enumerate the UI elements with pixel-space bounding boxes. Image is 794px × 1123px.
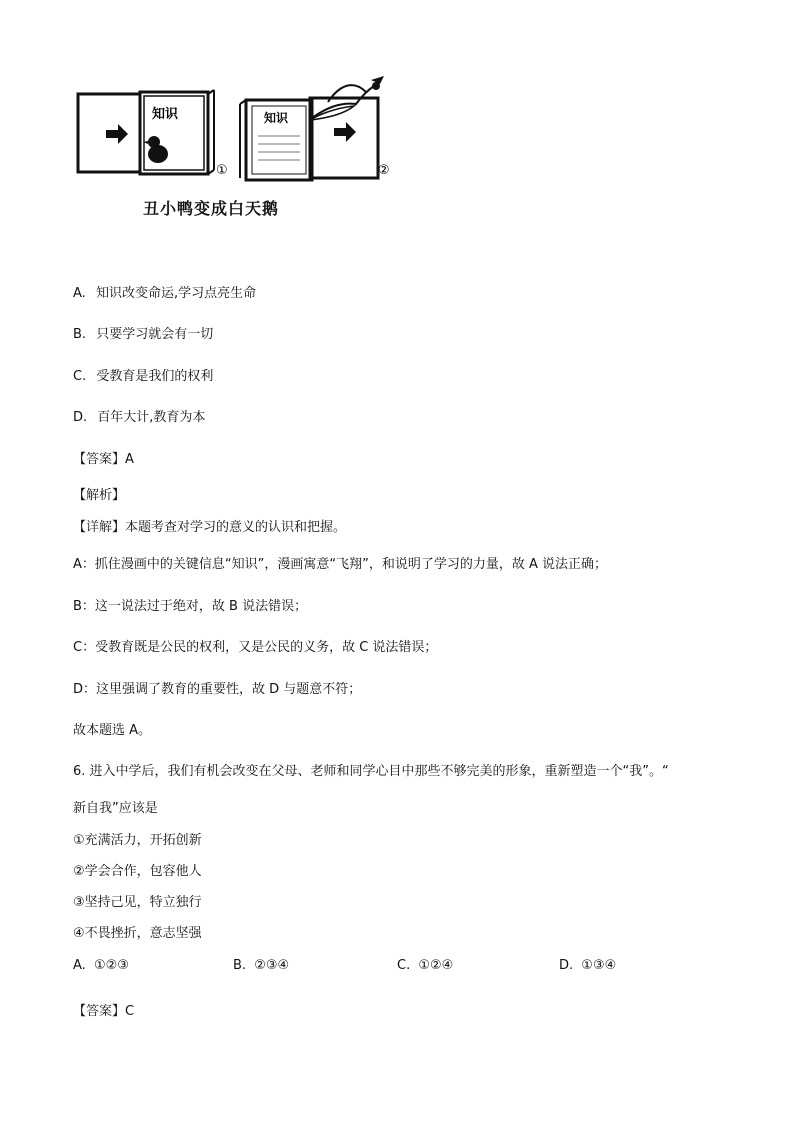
q6-statement: ②学会合作，包容他人: [73, 864, 202, 879]
q6-stem-line-2: 新自我”应该是: [73, 801, 158, 816]
panel-marker-1: ①: [216, 163, 228, 178]
q6-option-a: [73, 958, 129, 973]
panel-marker-2: ②: [378, 163, 390, 178]
option-text: ②③④: [254, 958, 290, 973]
option-letter: D.: [73, 410, 88, 425]
cartoon-caption: 丑小鸭变成白天鹅: [143, 199, 280, 218]
q6-option-d: [559, 958, 616, 973]
explanation-line: B：这一说法过于绝对，故 B 说法错误；: [73, 599, 308, 614]
option-letter: A.: [73, 958, 86, 973]
detail-intro: 本题考查对学习的意义的认识和把握。: [125, 520, 347, 535]
option-text: 百年大计,教育为本: [97, 410, 206, 425]
detail-tag: 【详解】: [73, 520, 126, 535]
q5-detail: [73, 516, 346, 535]
option-text: ①②④: [418, 958, 454, 973]
q6-statement: ③坚持己见，特立独行: [73, 895, 202, 910]
q5-option-d: [73, 406, 205, 425]
q5-analysis-tag: 【解析】: [73, 488, 126, 503]
q6-option-b: [233, 958, 289, 973]
q5-answer: [73, 448, 134, 467]
explanation-line: D：这里强调了教育的重要性，故 D 与题意不符；: [73, 682, 362, 697]
book-label-2: 知识: [264, 111, 289, 125]
option-letter: A.: [73, 286, 86, 301]
explanation-line: C：受教育既是公民的权利，又是公民的义务，故 C 说法错误；: [73, 640, 438, 655]
arrow-right-icon: [106, 124, 128, 144]
book-label-1: 知识: [152, 107, 179, 122]
answer-value: C: [125, 1004, 135, 1019]
cartoon-panel-1: [78, 90, 228, 178]
option-letter: D.: [559, 958, 574, 973]
q5-option-b: [73, 323, 213, 342]
option-text: ①②③: [93, 958, 129, 973]
option-text: 知识改变命运,学习点亮生命: [95, 286, 257, 301]
answer-tag: 【答案】: [73, 1004, 126, 1019]
q5-option-c: [73, 365, 213, 384]
cartoon-panel-2: [240, 76, 390, 180]
option-text: 只要学习就会有一切: [96, 327, 214, 342]
option-letter: B.: [233, 958, 247, 973]
q5-option-a: [73, 282, 256, 301]
option-text: 受教育是我们的权利: [96, 369, 214, 384]
q6-option-c: [397, 958, 453, 973]
answer-tag: 【答案】: [73, 452, 126, 467]
q6-answer: [73, 1000, 134, 1019]
q6-statement: ④不畏挫折，意志坚强: [73, 926, 202, 941]
q6-stem-line-1: 6. 进入中学后，我们有机会改变在父母、老师和同学心目中那些不够完美的形象，重新塑造一个“我”。“: [73, 764, 669, 779]
q6-statement: ①充满活力，开拓创新: [73, 833, 202, 848]
explanation-line: A：抓住漫画中的关键信息“知识”，漫画寓意“飞翔”，和说明了学习的力量，故 A 说法正确；: [73, 557, 607, 572]
option-letter: C.: [397, 958, 411, 973]
answer-value: A: [125, 452, 134, 467]
arrow-right-icon: [334, 122, 356, 142]
option-text: ①③④: [581, 958, 617, 973]
option-letter: B.: [73, 327, 87, 342]
option-letter: C.: [73, 369, 87, 384]
explanation-line: 故本题选 A。: [73, 723, 152, 738]
duckling-figure: [148, 145, 168, 163]
